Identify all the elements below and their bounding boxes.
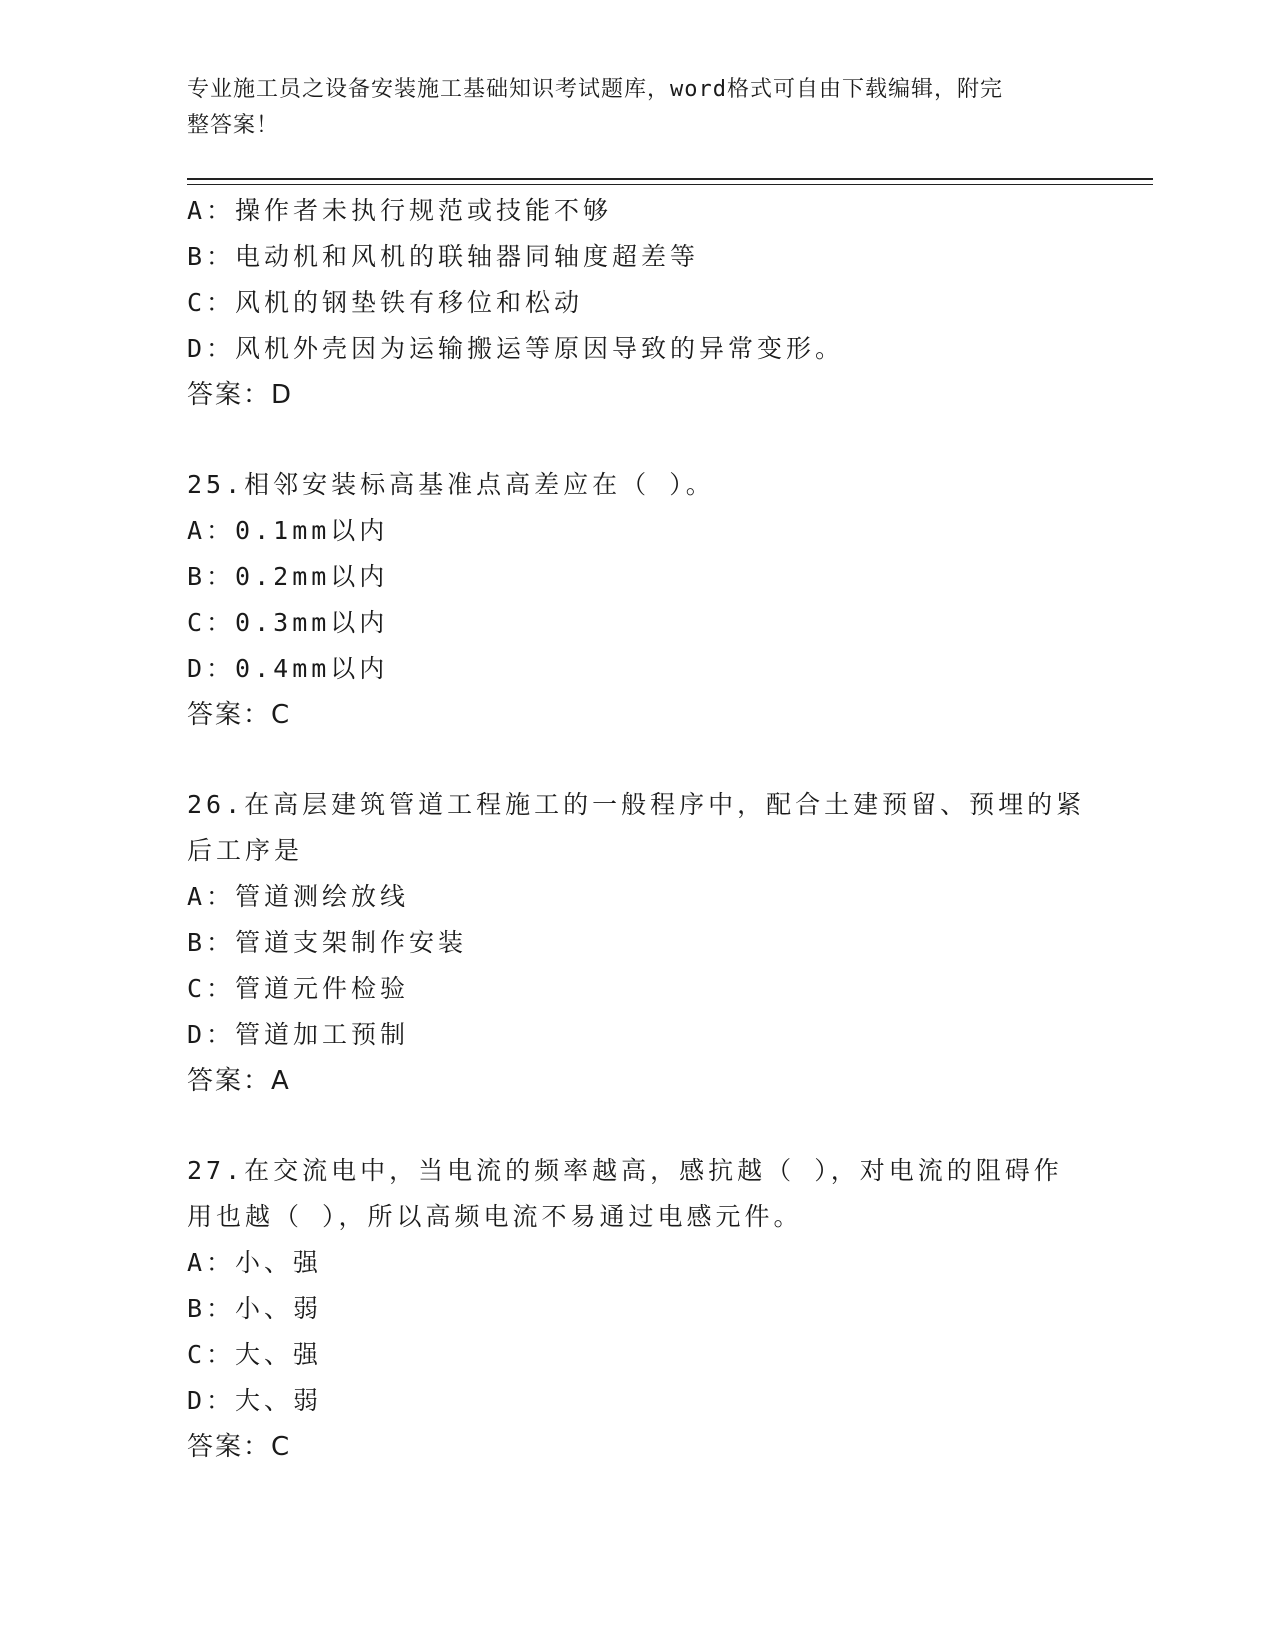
option-d: D：管道加工预制 [187,1020,410,1049]
header-line-2: 整答案！ [187,113,280,138]
question-text-line-2: 用也越（ ），所以高频电流不易通过电感元件。 [187,1202,803,1231]
spacer [187,418,1087,462]
answer: 答案：C [187,1432,292,1462]
option-d: D：大、弱 [187,1386,323,1415]
spacer [187,738,1087,782]
header-line-1: 专业施工员之设备安装施工基础知识考试题库，word格式可自由下载编辑，附完 [187,77,1003,102]
option-a: A：管道测绘放线 [187,882,410,911]
option-d: D：风机外壳因为运输搬运等原因导致的异常变形。 [187,334,845,363]
question-26 [187,782,1087,1104]
option-c: C：风机的钢垫铁有移位和松动 [187,288,584,317]
question-text: 25.相邻安装标高基准点高差应在（ ）。 [187,470,715,499]
question-text-line-1: 27.在交流电中，当电流的频率越高，感抗越（ ），对电流的阻碍作 [187,1156,1063,1185]
question-text-line-1: 26.在高层建筑管道工程施工的一般程序中，配合土建预留、预埋的紧 [187,790,1086,819]
document-header [187,72,1067,144]
question-24 [187,188,1087,418]
question-list [187,188,1087,1470]
question-text-line-2: 后工序是 [187,836,304,865]
option-c: C：大、强 [187,1340,323,1369]
option-b: B：小、弱 [187,1294,323,1323]
spacer [187,1104,1087,1148]
option-c: C：0.3mm以内 [187,608,389,637]
question-25 [187,462,1087,738]
option-b: B：管道支架制作安装 [187,928,468,957]
answer: 答案：C [187,700,292,730]
option-a: A：0.1mm以内 [187,516,389,545]
answer: 答案：A [187,1066,291,1096]
option-c: C：管道元件检验 [187,974,410,1003]
option-b: B：0.2mm以内 [187,562,389,591]
option-b: B：电动机和风机的联轴器同轴度超差等 [187,242,700,271]
header-rule-thick [187,178,1153,180]
option-a: A：操作者未执行规范或技能不够 [187,196,613,225]
option-a: A：小、强 [187,1248,323,1277]
header-rule-thin [187,184,1153,185]
answer: 答案：D [187,380,294,410]
question-27 [187,1148,1087,1470]
option-d: D：0.4mm以内 [187,654,389,683]
